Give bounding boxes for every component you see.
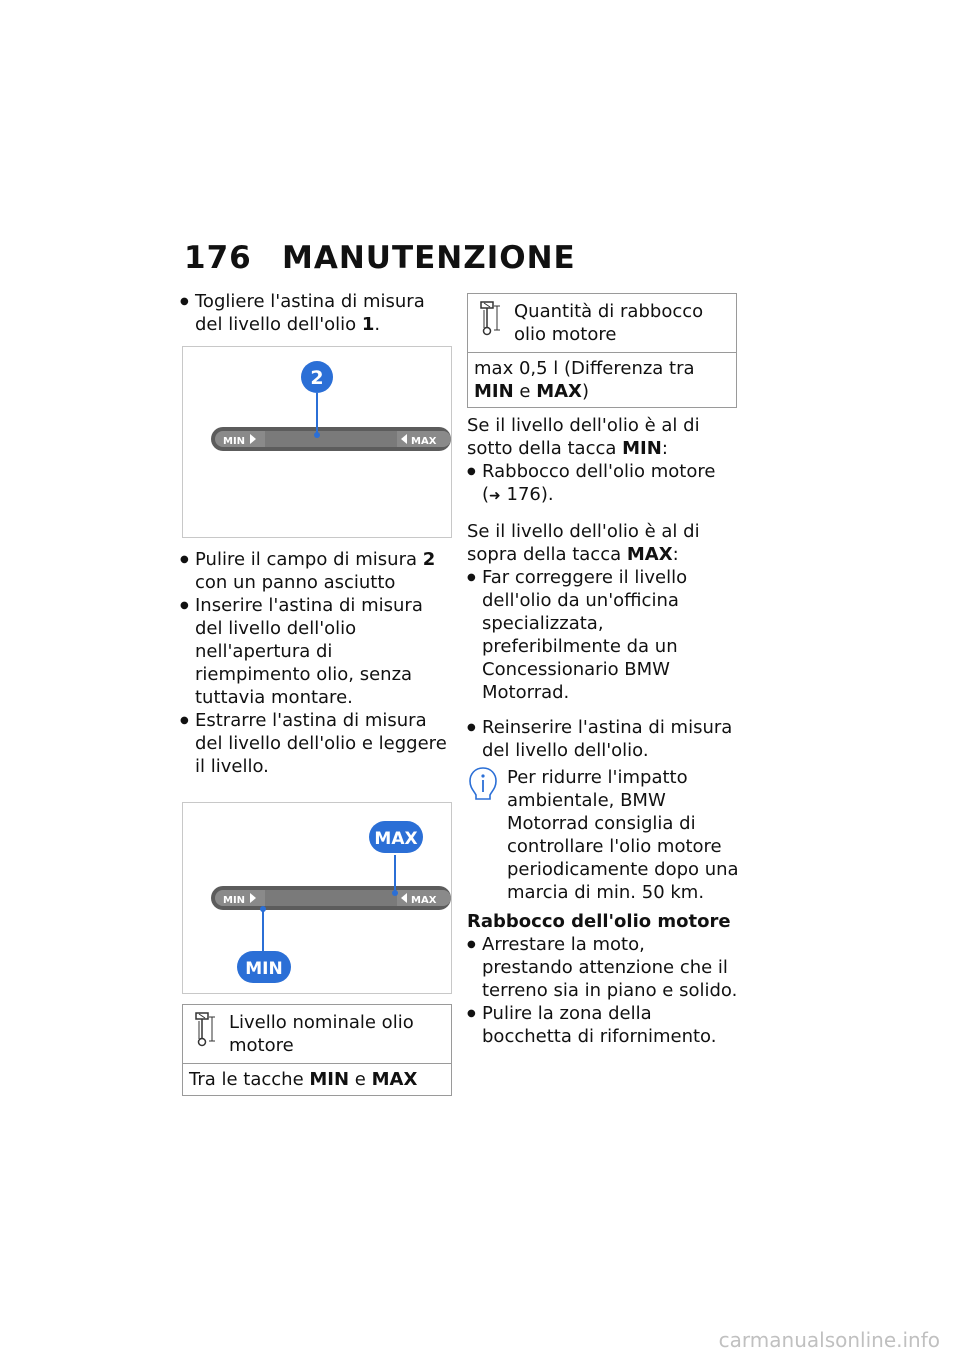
min-mark-label: MIN bbox=[223, 436, 246, 447]
oil-dipstick-icon bbox=[476, 300, 514, 346]
refill-quantity-box bbox=[467, 293, 737, 408]
page-header bbox=[184, 240, 576, 276]
step-workshop-correction: ● Far correggere il livello dell'olio da un'officina specializzata, preferibilmente da un Concessionario BMW Motorrad. bbox=[467, 566, 739, 704]
step-insert-dipstick: ● Inserire l'astina di misura del livello dell'olio nell'apertura di riempimento olio, senza tuttavia montare. bbox=[180, 594, 452, 709]
step-clean-field: ● Pulire il campo di misura 2 con un panno asciutto bbox=[180, 548, 452, 594]
info-value: max 0,5 l (Differenza tra MIN e MAX) bbox=[468, 352, 736, 407]
environment-note: Per ridurre l'impatto ambientale, BMW Motorrad consiglia di controllare l'olio motore periodicamente dopo una marcia di min. 50 km. bbox=[467, 766, 739, 904]
info-icon bbox=[467, 766, 507, 904]
dipstick-figure-1 bbox=[182, 346, 452, 538]
left-column bbox=[180, 290, 452, 1096]
step-remove-dipstick: ● Togliere l'astina di misura del livello dell'olio 1. bbox=[180, 290, 452, 336]
min-mark-label: MIN bbox=[223, 895, 246, 906]
step-top-up-oil: ● Rabbocco dell'olio motore (➜ 176). bbox=[467, 460, 739, 508]
below-min-text: Se il livello dell'olio è al di sotto della tacca MIN: bbox=[467, 415, 700, 459]
refill-heading: Rabbocco dell'olio motore bbox=[467, 911, 731, 932]
info-title: Livello nominale olio motore bbox=[229, 1012, 414, 1056]
oil-dipstick-icon bbox=[191, 1011, 229, 1057]
max-mark-label: MAX bbox=[411, 436, 437, 447]
svg-text:2: 2 bbox=[310, 367, 324, 389]
watermark: carmanualsonline.info bbox=[718, 1328, 940, 1352]
step-clean-filler: ● Pulire la zona della bocchetta di rifornimento. bbox=[467, 1002, 739, 1048]
step-stop-bike: ● Arrestare la moto, prestando attenzione che il terreno sia in piano e solido. bbox=[467, 933, 739, 1002]
svg-text:MIN: MIN bbox=[245, 959, 283, 979]
page-number: 176 bbox=[184, 240, 252, 276]
dipstick-min-max-illustration bbox=[183, 803, 451, 993]
section-title: MANUTENZIONE bbox=[282, 240, 576, 276]
max-mark-label: MAX bbox=[411, 895, 437, 906]
right-column bbox=[467, 293, 739, 1048]
above-max-text: Se il livello dell'olio è al di sopra della tacca MAX: bbox=[467, 521, 700, 565]
svg-text:MAX: MAX bbox=[374, 829, 418, 849]
dipstick-figure-2 bbox=[182, 802, 452, 994]
page-reference-arrow-icon: ➜ bbox=[489, 488, 501, 504]
info-title: Quantità di rabbocco olio motore bbox=[514, 301, 704, 345]
step-reinsert-dipstick: ● Reinserire l'astina di misura del livello dell'olio. bbox=[467, 716, 739, 762]
step-read-level: ● Estrarre l'astina di misura del livello dell'olio e leggere il livello. bbox=[180, 709, 452, 778]
nominal-oil-level-box bbox=[182, 1004, 452, 1096]
info-value: Tra le tacche MIN e MAX bbox=[183, 1063, 451, 1095]
dipstick-illustration bbox=[183, 347, 451, 537]
